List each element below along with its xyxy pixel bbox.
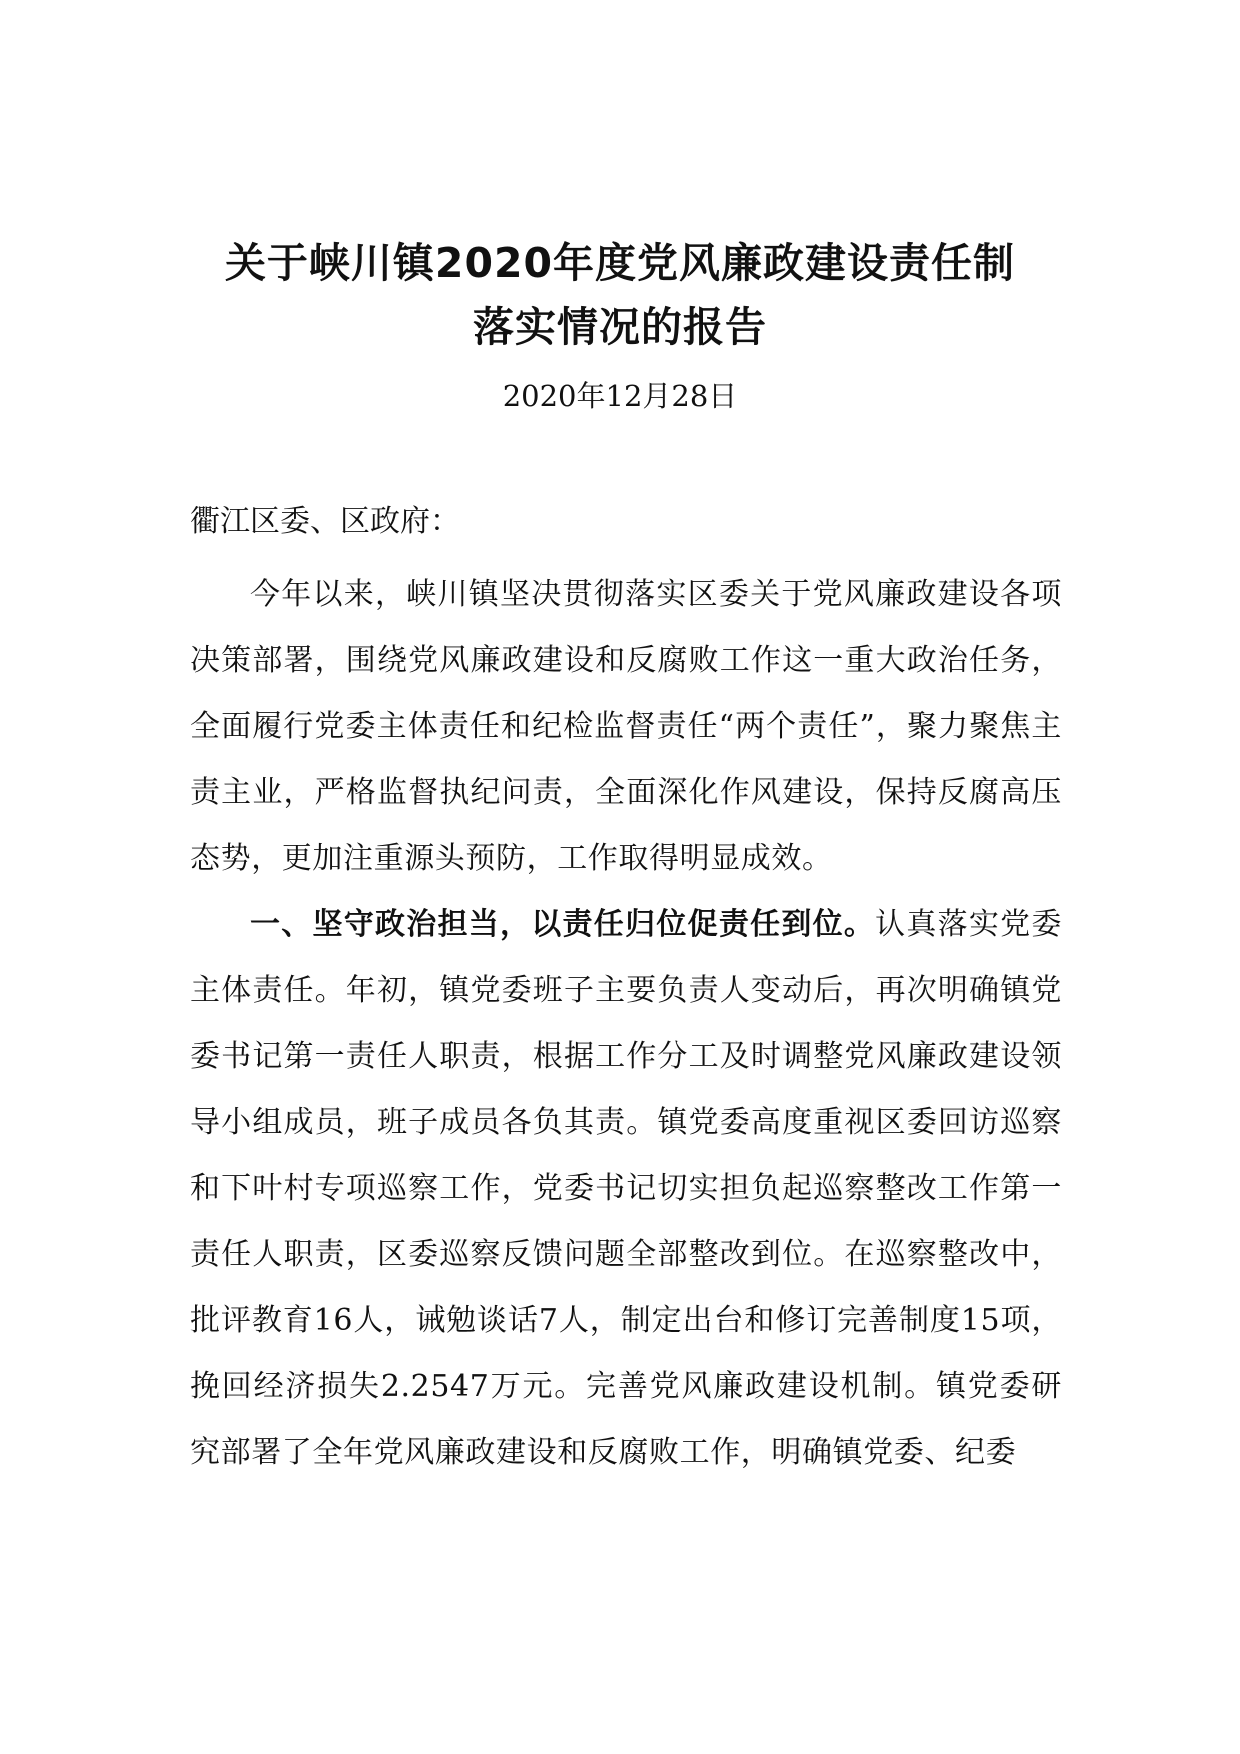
document-body <box>190 562 1062 1486</box>
section-1-paragraph <box>190 892 1062 1486</box>
section-1-heading: 一、坚守政治担当，以责任归位促责任到位。 <box>250 907 876 942</box>
document-title-line-1: 关于峡川镇2020年度党风廉政建设责任制 <box>224 239 1016 287</box>
salutation: 衢江区委、区政府： <box>190 504 460 539</box>
intro-paragraph: 今年以来，峡川镇坚决贯彻落实区委关于党风廉政建设各项决策部署，围绕党风廉政建设和反腐败工作这一重大政治任务，全面履行党委主体责任和纪检监督责任“两个责任”，聚力聚焦主责主业，严格监督执纪问责，全面深化作风建设，保持反腐高压态势，更加注重源头预防，工作取得明显成效。 <box>190 577 1062 876</box>
section-1-text: 认真落实党委主体责任。年初，镇党委班子主要负责人变动后，再次明确镇党委书记第一责任人职责，根据工作分工及时调整党风廉政建设领导小组成员，班子成员各负其责。镇党委高度重视区委回访巡察和下叶村专项巡察工作，党委书记切实担负起巡察整改工作第一责任人职责，区委巡察反馈问题全部整改到位。在巡察整改中，批评教育16人，诫勉谈话7人，制定出台和修订完善制度15项，挽回经济损失2.2547万元。完善党风廉政建设机制。镇党委研究部署了全年党风廉政建设和反腐败工作，明确镇党委、纪委 <box>190 907 1063 1470</box>
document-title-line-2: 落实情况的报告 <box>473 303 767 351</box>
document-date: 2020年12月28日 <box>502 379 738 413</box>
